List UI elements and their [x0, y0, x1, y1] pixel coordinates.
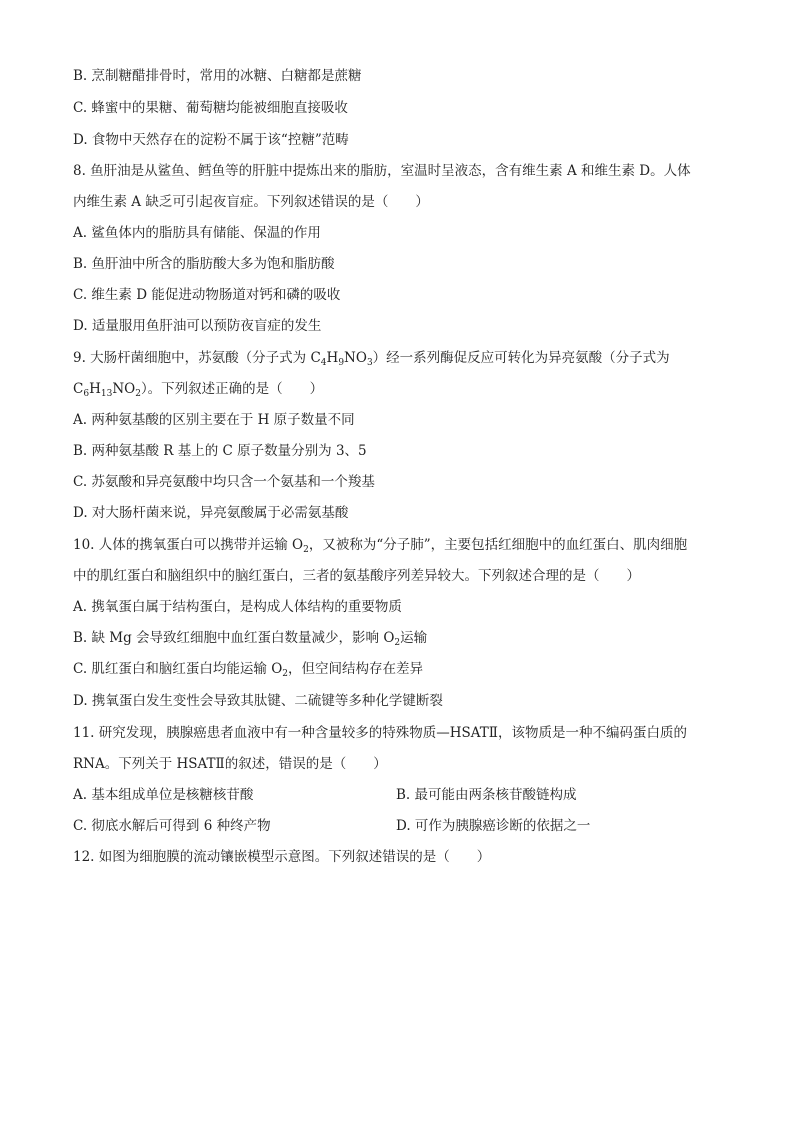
q9-option-a: A. 两种氨基酸的区别主要在于 H 原子数量不同	[73, 412, 355, 428]
q11-option-b: B. 最可能由两条核苷酸链构成	[396, 787, 577, 803]
formula-sub: 2	[282, 669, 289, 679]
formula-text: H	[326, 350, 339, 366]
formula-sub: 2	[394, 638, 401, 648]
q10-option-c	[73, 659, 423, 679]
q9-option-c: C. 苏氨酸和异亮氨酸中均只含一个氨基和一个羧基	[73, 474, 375, 490]
q11-option-c: C. 彻底水解后可得到 6 种终产物	[73, 818, 271, 834]
formula-sub: 4	[320, 358, 327, 368]
formula-sub: 2	[303, 545, 309, 555]
q8-option-b: B. 鱼肝油中所含的脂肪酸大多为饱和脂肪酸	[73, 256, 335, 272]
q10-option-c-pre: C. 肌红蛋白和脑红蛋白均能运输 O	[73, 661, 283, 677]
q10-stem-line1-pre: 10. 人体的携氧蛋白可以携带并运输 O	[73, 537, 304, 553]
q8-option-d: D. 适量服用鱼肝油可以预防夜盲症的发生	[73, 318, 322, 334]
q7-option-c: C. 蜂蜜中的果糖、葡萄糖均能被细胞直接吸收	[73, 100, 348, 116]
q10-option-d: D. 携氧蛋白发生变性会导致其肽键、二硫键等多种化学键断裂	[73, 693, 443, 709]
formula-sub: 6	[83, 389, 90, 399]
q9-stem-line1	[73, 348, 670, 368]
formula-text: H	[89, 381, 101, 397]
formula-sub: 9	[338, 358, 345, 368]
formula-text: C	[73, 381, 84, 397]
q10-option-c-post: ，但空间结构存在差异	[288, 661, 424, 677]
q9-stem-line1-mid: ）经一系列酶促反应可转化为异亮氨酸（分子式为	[372, 350, 670, 366]
q8-stem-line1: 8. 鱼肝油是从鲨鱼、鳕鱼等的肝脏中提炼出来的脂肪，室温时呈液态，含有维生素 A 和维生素 D。人体	[73, 163, 691, 179]
q11-stem-line1: 11. 研究发现，胰腺癌患者血液中有一种含量较多的特殊物质—HSATⅡ，该物质是一种不编码蛋白质的	[73, 725, 687, 741]
q10-option-b-post: 运输	[400, 630, 428, 646]
q12-stem: 12. 如图为细胞膜的流动镶嵌模型示意图。下列叙述错误的是（ ）	[73, 849, 491, 865]
q10-stem-line1-post: ，又被称为“分子肺”，主要包括红细胞中的血红蛋白、肌肉细胞	[308, 537, 688, 553]
q9-stem-line2	[73, 379, 323, 399]
q10-option-b	[73, 628, 427, 648]
q7-option-d: D. 食物中天然存在的淀粉不属于该“控糖”范畴	[73, 132, 349, 148]
formula-sub: 2	[135, 389, 141, 399]
q10-option-b-pre: B. 缺 Mg 会导致红细胞中血红蛋白数量减少，影响 O	[73, 630, 395, 646]
q8-stem-line2: 内维生素 A 缺乏可引起夜盲症。下列叙述错误的是（ ）	[73, 194, 429, 210]
q11-option-d: D. 可作为胰腺癌诊断的依据之一	[396, 818, 591, 834]
formula-sub: 3	[366, 358, 373, 368]
q9-stem-line1-pre: 9. 大肠杆菌细胞中，苏氨酸（分子式为 C	[73, 350, 321, 366]
q10-stem-line2: 中的肌红蛋白和脑组织中的脑红蛋白，三者的氨基酸序列差异较大。下列叙述合理的是（ ）	[73, 568, 640, 584]
q10-option-a: A. 携氧蛋白属于结构蛋白，是构成人体结构的重要物质	[73, 599, 402, 615]
q8-option-c: C. 维生素 D 能促进动物肠道对钙和磷的吸收	[73, 287, 341, 303]
q9-option-d: D. 对大肠杆菌来说，异亮氨酸属于必需氨基酸	[73, 505, 349, 521]
formula-text: NO	[344, 350, 367, 366]
q7-option-b: B. 烹制糖醋排骨时，常用的冰糖、白糖都是蔗糖	[73, 68, 362, 84]
formula-sub: 13	[100, 389, 113, 399]
q8-option-a: A. 鲨鱼体内的脂肪具有储能、保温的作用	[73, 225, 321, 241]
q11-option-a: A. 基本组成单位是核糖核苷酸	[73, 787, 254, 803]
formula-text: NO	[112, 381, 136, 397]
q9-option-b: B. 两种氨基酸 R 基上的 C 原子数量分别为 3、5	[73, 443, 367, 459]
q9-stem-line2-post: ）。下列叙述正确的是（ ）	[140, 381, 324, 397]
q11-stem-line2: RNA。下列关于 HSATⅡ的叙述，错误的是（ ）	[73, 756, 387, 772]
q10-stem-line1	[73, 535, 687, 555]
